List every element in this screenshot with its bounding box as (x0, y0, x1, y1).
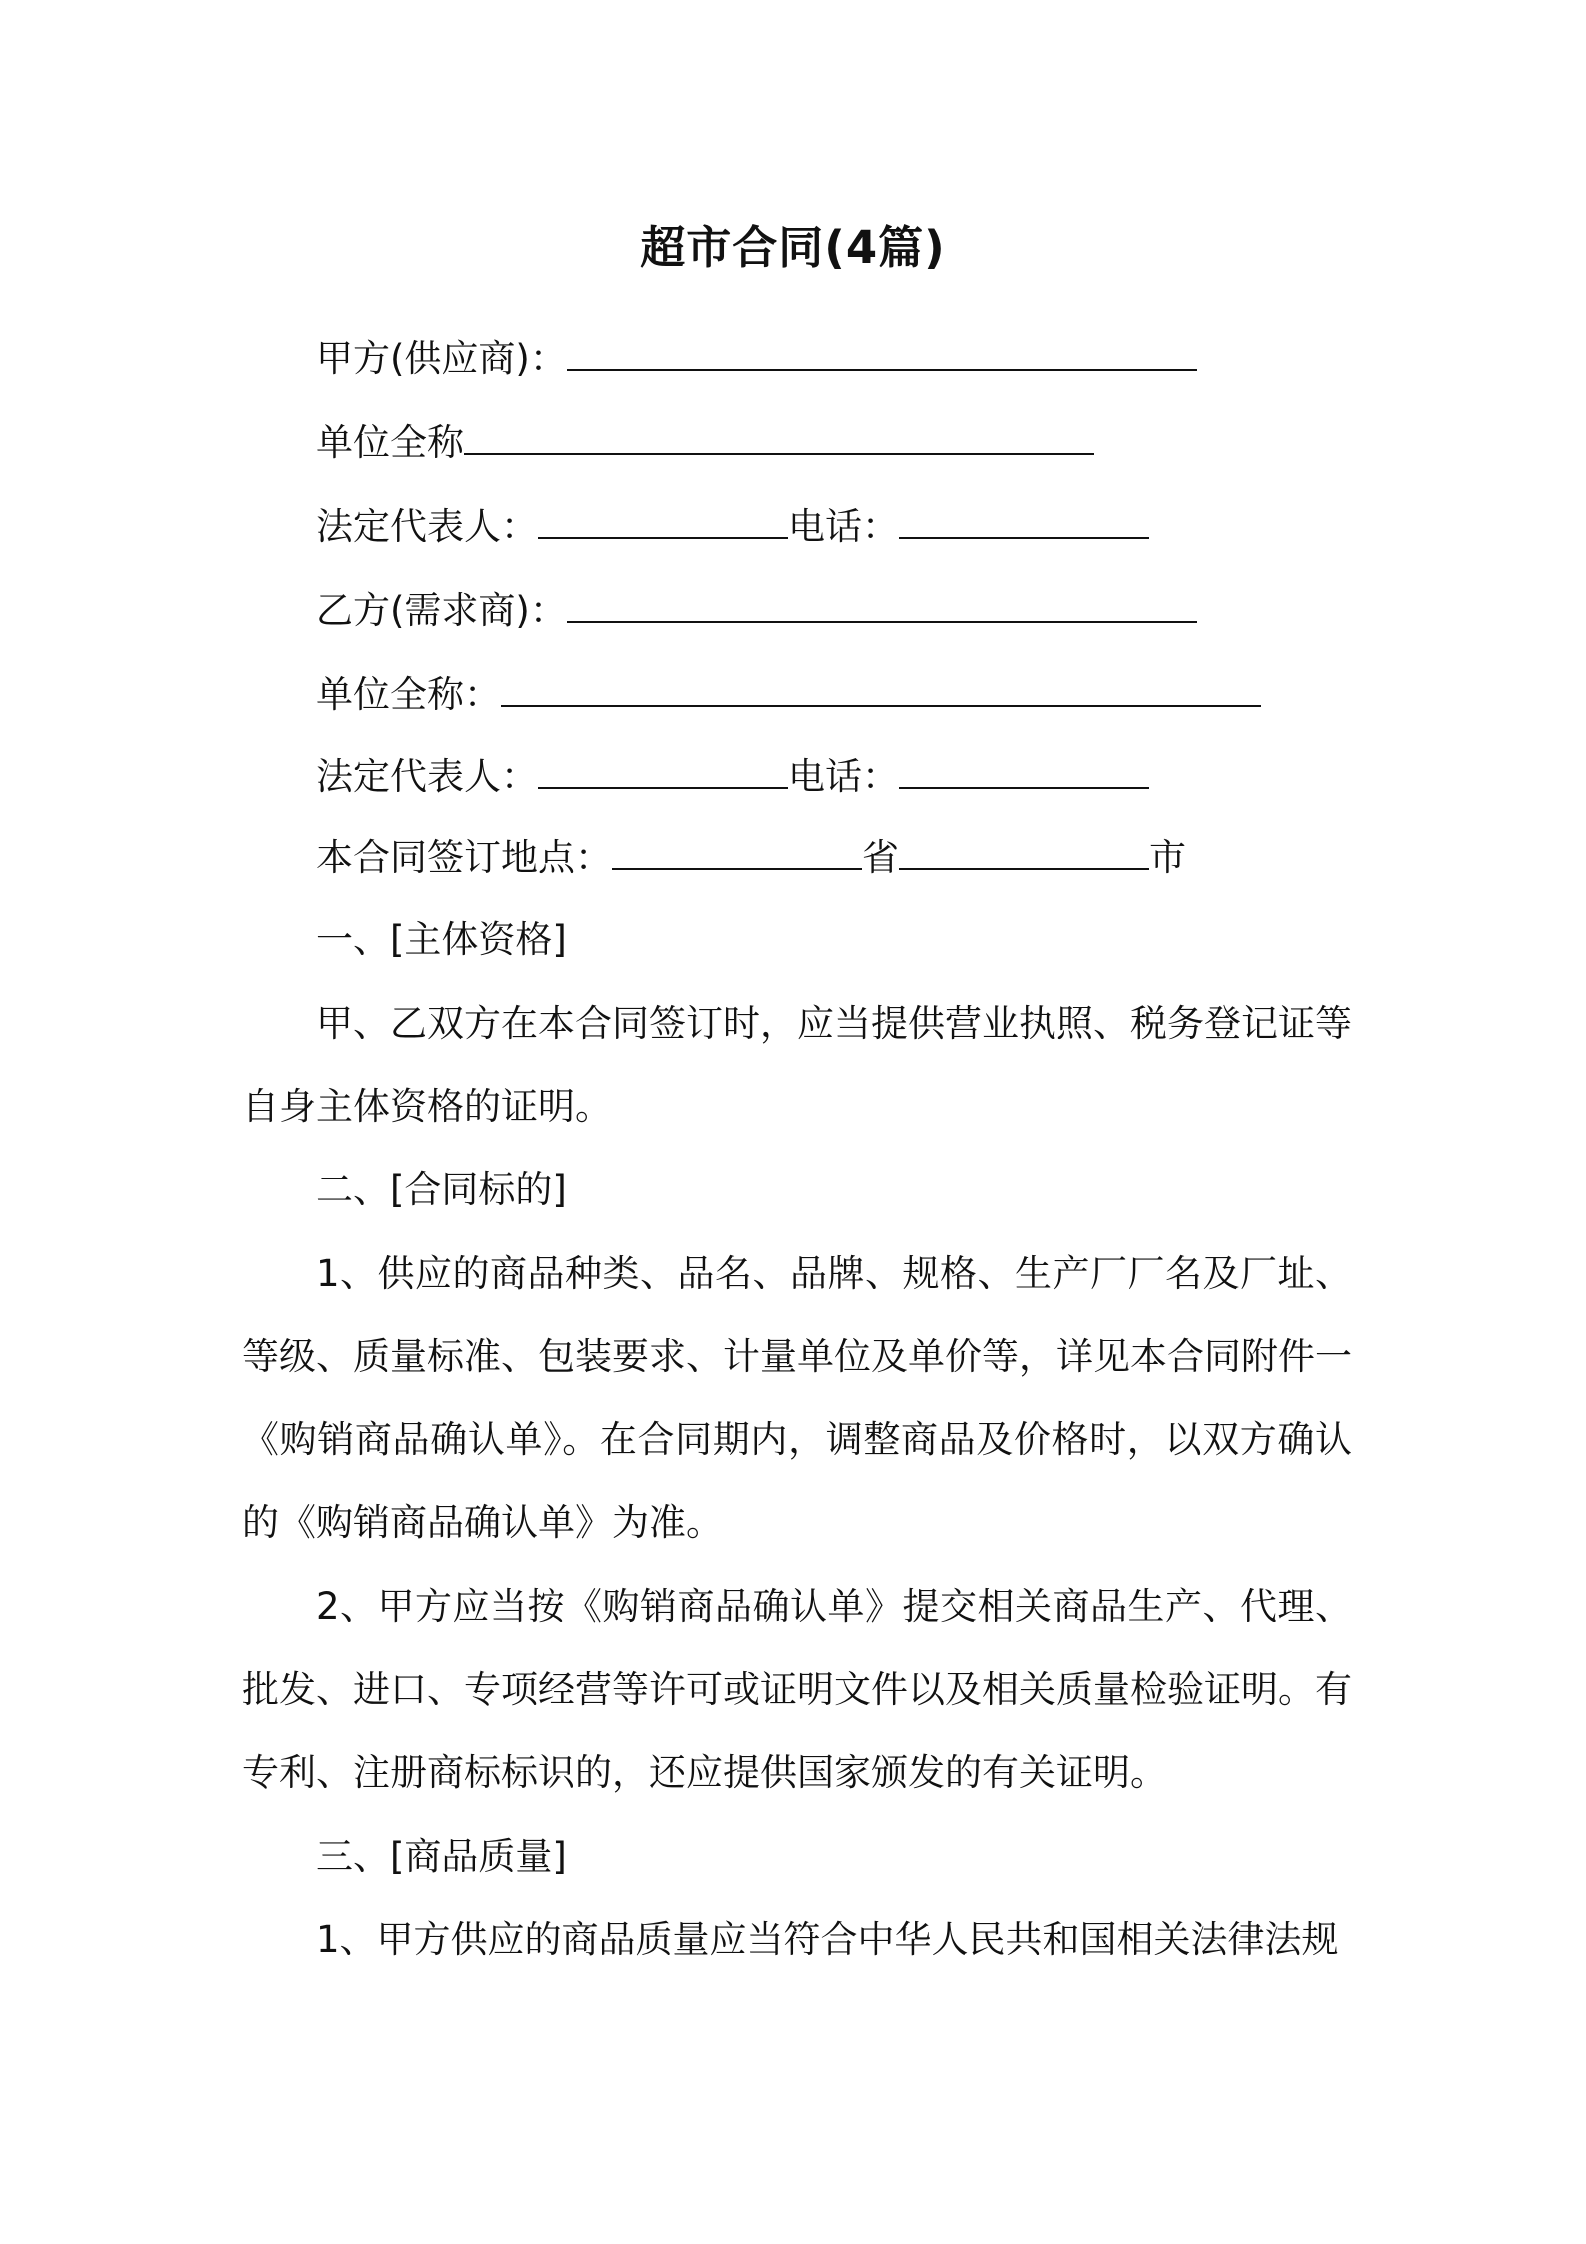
party-a-rep-line (316, 502, 1149, 552)
party-b-name-blank[interactable] (501, 671, 1261, 707)
party-a-blank[interactable] (567, 335, 1197, 371)
party-a-label: 甲方(供应商)： (316, 337, 567, 380)
section3-heading: 三、[商品质量] (316, 1835, 567, 1878)
party-a-name-blank[interactable] (464, 419, 1094, 455)
party-b-phone-label: 电话： (788, 755, 899, 798)
city-blank[interactable] (899, 834, 1149, 870)
party-b-label: 乙方(需求商)： (316, 589, 567, 632)
party-a-phone-label: 电话： (788, 505, 899, 548)
party-b-name-label: 单位全称： (316, 673, 501, 716)
section2-item2: 2、甲方应当按《购销商品确认单》提交相关商品生产、代理、批发、进口、专项经营等许可或证明文件以及相关质量检验证明。有专利、注册商标标识的，还应提供国家颁发的有关证明。 (242, 1585, 1352, 1794)
party-a-line (316, 334, 1197, 384)
section2-item1: 1、供应的商品种类、品名、品牌、规格、生产厂厂名及厂址、等级、质量标准、包装要求、计量单位及单价等，详见本合同附件一《购销商品确认单》。在合同期内，调整商品及价格时，以双方确认的《购销商品确认单》为准。 (242, 1252, 1352, 1544)
signing-place-label: 本合同签订地点： (316, 836, 612, 879)
party-a-name-line (316, 418, 1094, 468)
party-b-line (316, 586, 1197, 636)
party-a-phone-blank[interactable] (899, 503, 1149, 539)
party-b-rep-line (316, 752, 1149, 802)
document-title: 超市合同(4篇) (640, 221, 946, 274)
signing-place-line (316, 833, 1186, 883)
party-b-phone-blank[interactable] (899, 753, 1149, 789)
section2-heading: 二、[合同标的] (316, 1168, 567, 1211)
party-b-name-line (316, 670, 1261, 720)
province-blank[interactable] (612, 834, 862, 870)
party-b-rep-blank[interactable] (538, 753, 788, 789)
party-b-rep-label: 法定代表人： (316, 755, 538, 798)
party-b-blank[interactable] (567, 587, 1197, 623)
section3-item1: 1、甲方供应的商品质量应当符合中华人民共和国相关法律法规 (316, 1918, 1339, 1961)
party-a-rep-blank[interactable] (538, 503, 788, 539)
province-label: 省 (862, 836, 899, 879)
city-label: 市 (1149, 836, 1186, 879)
section1-text: 甲、乙双方在本合同签订时，应当提供营业执照、税务登记证等自身主体资格的证明。 (242, 1002, 1352, 1128)
party-a-name-label: 单位全称 (316, 421, 464, 464)
party-a-rep-label: 法定代表人： (316, 505, 538, 548)
section1-heading: 一、[主体资格] (316, 918, 567, 961)
